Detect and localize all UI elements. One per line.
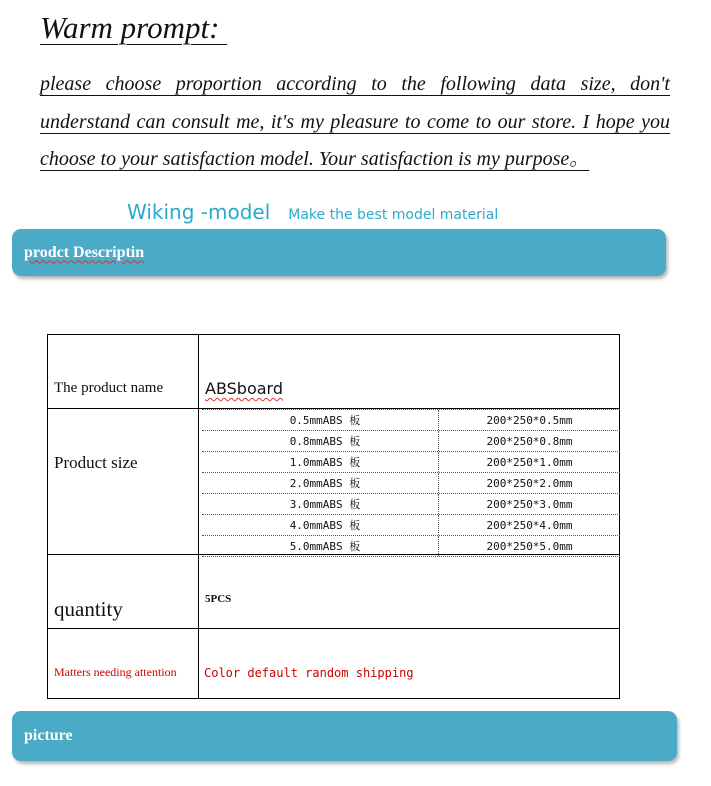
size-dimension: 200*250*3.0mm bbox=[486, 497, 573, 511]
size-dimension: 200*250*0.5mm bbox=[486, 413, 573, 427]
picture-banner bbox=[12, 711, 677, 761]
size-row bbox=[202, 409, 620, 431]
intro-text: please choose proportion according to the following data size, don't understand can consult me, it's my pleasure to come to our store. I hope you choose to your satisfaction model. Your satisfaction is my purpose。 bbox=[40, 73, 670, 170]
product-table bbox=[47, 334, 620, 699]
size-name: 0.5mmABS 板 bbox=[202, 410, 439, 430]
size-row bbox=[202, 536, 620, 557]
description-banner bbox=[12, 229, 666, 276]
size-row bbox=[202, 473, 620, 494]
size-row bbox=[202, 494, 620, 515]
product-name-value: ABSboard bbox=[205, 379, 283, 398]
brand-slogan: Make the best model material bbox=[288, 207, 499, 223]
table-divider bbox=[48, 628, 619, 629]
quantity-value: 5PCS bbox=[205, 593, 232, 605]
attention-label: Matters needing attention bbox=[54, 665, 177, 679]
brand-model: Wiking -model bbox=[127, 200, 271, 224]
size-name: 2.0mmABS 板 bbox=[202, 473, 439, 493]
size-dimension: 200*250*0.8mm bbox=[486, 434, 573, 448]
quantity-label: quantity bbox=[54, 597, 123, 621]
product-name-label: The product name bbox=[54, 380, 164, 396]
size-dimension: 200*250*5.0mm bbox=[486, 539, 573, 553]
product-size-label: Product size bbox=[54, 453, 138, 472]
size-name: 4.0mmABS 板 bbox=[202, 515, 439, 535]
size-name: 0.8mmABS 板 bbox=[202, 431, 439, 451]
size-dimension: 200*250*4.0mm bbox=[486, 518, 573, 532]
size-name: 5.0mmABS 板 bbox=[202, 536, 439, 556]
brand-line bbox=[127, 200, 498, 224]
size-name: 1.0mmABS 板 bbox=[202, 452, 439, 472]
description-heading: prodct Descriptin bbox=[24, 243, 145, 261]
size-dimension: 200*250*2.0mm bbox=[486, 476, 573, 490]
size-dimension: 200*250*1.0mm bbox=[486, 455, 573, 469]
size-name: 3.0mmABS 板 bbox=[202, 494, 439, 514]
size-list bbox=[202, 409, 620, 554]
size-row bbox=[202, 431, 620, 452]
attention-value: Color default random shipping bbox=[204, 666, 414, 680]
table-divider bbox=[198, 335, 199, 698]
size-row bbox=[202, 515, 620, 536]
warm-prompt-title: Warm prompt: bbox=[40, 10, 228, 45]
size-row bbox=[202, 452, 620, 473]
picture-heading: picture bbox=[24, 727, 73, 744]
